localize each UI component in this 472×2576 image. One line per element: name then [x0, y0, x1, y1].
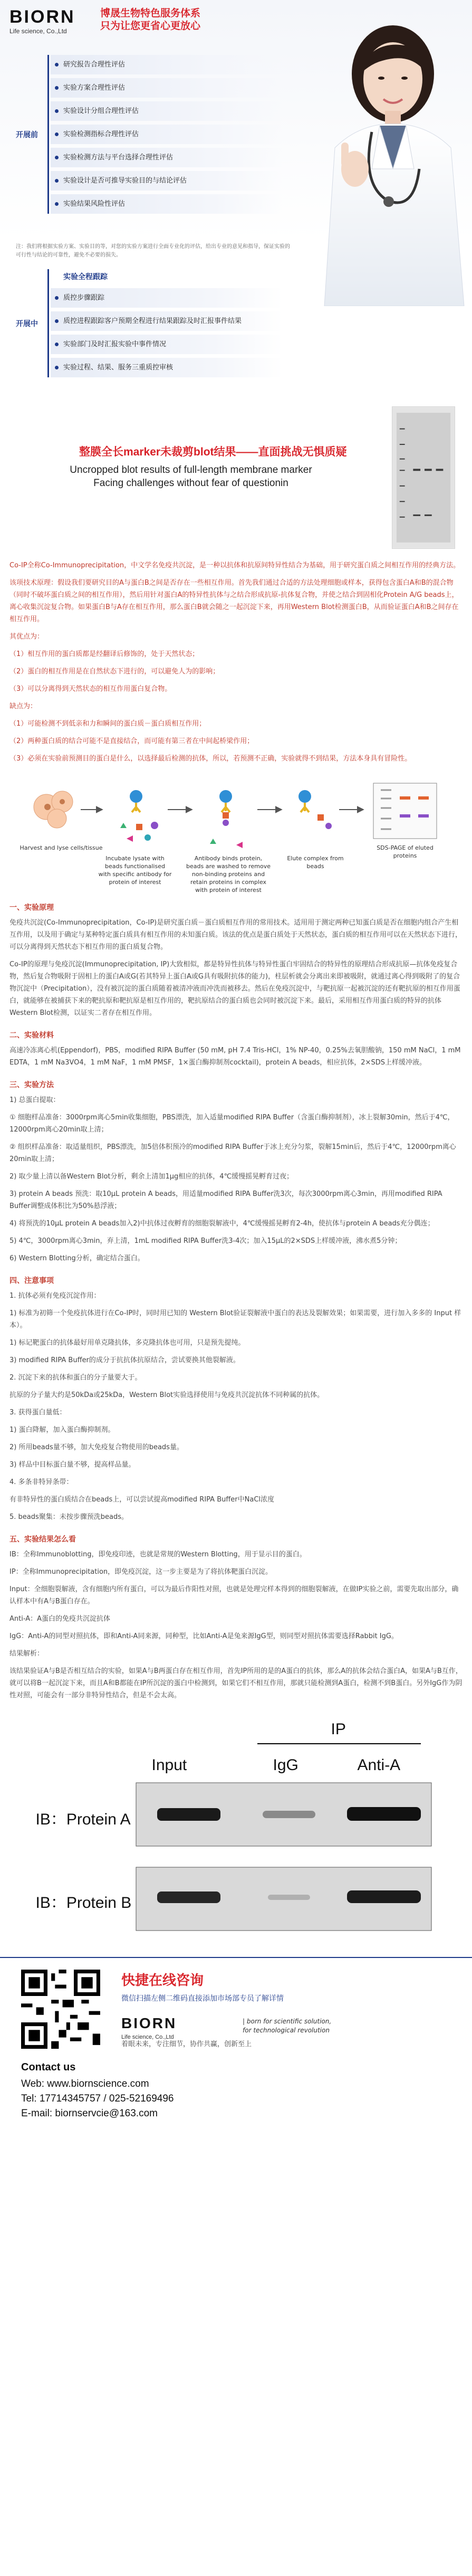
blot-membrane-image: [392, 406, 455, 549]
col-anti-a: Anti-A: [357, 1756, 401, 1774]
doctor-illustration: [293, 11, 472, 306]
result-input: Input：全细胞裂解液，含有细胞内所有蛋白，可以为最后作阳性对照，也就是处理完样本得到的细胞裂解液，在做IP实验之前，需要先取出部分，确认样本中有A与B蛋白存在。: [9, 1585, 459, 1605]
footer-logo-text: BIORN: [121, 2015, 177, 2031]
method-step-5: 5) 4℃，3000rpm离心3min，弃上清，1mL modified RIPA Buffer洗3-4次；加入15μL的2×SDS上样缓冲液，沸水煮5分钟；: [9, 1237, 402, 1245]
banner-english-line-1: Uncropped blot results of full-length membrane marker: [70, 464, 312, 476]
result-analysis-title: 结果解析：: [9, 1650, 44, 1658]
western-blot-result-figure: [36, 1714, 437, 1946]
during-label: 开展中: [16, 319, 38, 328]
step-1-caption: Harvest and lyse cells/tissue: [20, 844, 103, 851]
footer-logo-sub: Life science, Co.,Ltd: [121, 2034, 174, 2040]
banner-english: [33, 463, 349, 490]
disadvantages-title: 缺点为：: [9, 702, 37, 710]
result-ib: IB：全称Immunoblotting，即免疫印迹，也就是常规的Western Blotting，用于显示目的蛋白。: [9, 1551, 306, 1558]
result-anti-a: Anti-A：A蛋白的免疫共沉淀抗体: [9, 1615, 111, 1623]
advantage-1: （1）相互作用的蛋白质都是经翻译后修饰的，处于天然状态；: [9, 650, 199, 658]
before-label: 开展前: [16, 130, 38, 139]
note-4: 4. 多条非特异条带：: [9, 1478, 73, 1486]
banner-english-line-2: Facing challenges without fear of questionin: [93, 478, 288, 489]
coip-workflow-diagram: [9, 775, 463, 893]
logo-text: BIORN: [9, 7, 75, 27]
method-step-1a: ① 细胞样品准备：3000rpm离心5min收集细胞，PBS漂洗，加入适量modified RIPA Buffer（含蛋白酶抑制剂），冰上裂解30min，然后于4℃，12000rpm离心20min取上清；: [9, 1114, 455, 1134]
hero-titles: [100, 7, 248, 33]
gel-graphic: [373, 783, 437, 839]
note-1c: 3) modified RIPA Buffer的成分于抗抗体抗原结合，尝试要换其他裂解液。: [9, 1356, 240, 1364]
advantage-3: （3）可以分离得到天然状态的相互作用蛋白复合物。: [9, 685, 172, 693]
section-1-paragraph-1: 免疫共沉淀(Co-Immunoprecipitation，Co-IP)是研究蛋白质－蛋白质相互作用的常用技术。适用用于测定两种已知蛋白质是否在细胞内组合产生相互作用，以及用于确定与某种特定蛋白质具有相互作用的未知蛋白质。该法的优点是蛋白质处于天然状态，蛋白质的相互作用可以在天然状态下进行，可以分离得到天然状态下相互作用的蛋白质复合物。: [9, 919, 463, 951]
before-list: [0, 55, 295, 214]
section-2-paragraph: 高速冷冻离心机(Eppendorf)，PBS，modified RIPA Buffer (50 mM, pH 7.4 Tris-HCl，1% NP-40，0.25%去氧胆酸钠，150 mM NaCl，1 mM EDTA，1 mM Na3VO4，1 mM NaF，1 mM PMSF，1×蛋白酶抑制剂cocktail)，protein A beads，相应抗体，2×SDS上样缓冲液。: [9, 1047, 461, 1067]
step-3-caption: Antibody binds protein, beads are washed to remove non-binding proteins and retain proteins in complex with protein of interest: [186, 855, 271, 893]
col-igg: IgG: [273, 1756, 298, 1774]
before-note: 注：我们将根据实验方案、实验目的等，对您的实验方案进行全面专业化的评估，给出专业的意见和指导，保证实验的可行性与结论的可靠性，避免不必要的损失。: [16, 244, 290, 258]
note-2a: 抗原的分子量大约是50kDa或25kDa，Western Blot实验选择使用与免疫共沉淀抗体不同种属的抗体。: [9, 1391, 324, 1399]
note-4a: 有非特异性的蛋白质结合在beads上，可以尝试提高modified RIPA Buffer中NaCl浓度: [9, 1496, 275, 1504]
method-step-1: 1) 总蛋白提取：: [9, 1096, 60, 1104]
disadvantage-1: （1）可能检测不到低亲和力和瞬间的蛋白质－蛋白质相互作用；: [9, 720, 206, 728]
before-item: 实验结果风险性评估: [51, 194, 283, 214]
method-step-3: 3) protein A beads 预洗：取10μL protein A beads，用适量modified RIPA Buffer洗3次，每次3000rpm离心3min，再用modified RIPA Buffer调整成体积比为50%悬浮液；: [9, 1190, 442, 1210]
step-2-caption: Incubate lysate with beads functionalised with specific antibody for protein of interest: [98, 855, 172, 886]
row-protein-b: IB：Protein B: [35, 1894, 132, 1912]
slogan-en-1: | born for scientific solution,: [243, 2018, 332, 2025]
note-1a: 1) 标准为初筛一个免疫抗体进行在Co-IP时，同时用已知的 Western Blot验证裂解液中蛋白的表达及裂解效果；如果需要，进行加入多多的 Input 样本）。: [9, 1309, 461, 1329]
intro-paragraph-2: 该项技术原理：假设我们要研究目的A与蛋白B之间是否存在一些相互作用。首先我们通过合适的方法处理细胞或样本，获得包含蛋白A和B的混合物（同时不破坏蛋白质之间的相互作用），然后用针对蛋白A的特异性抗体与之结合形成抗原-抗体复合物，并使之结合到固相化Protein A/G beads上，离心收集沉淀复合物。如果蛋白B与A存在相互作用，那么蛋白B就会随之一起沉淀下来，再用Western Blot检测蛋白B，从而验证蛋白A和B之间存在相互作用。: [9, 579, 459, 623]
before-item: 实验检测方法与平台选择合理性评估: [51, 148, 283, 167]
intro-section: [0, 559, 472, 1946]
section-3-title: 三、实验方法: [9, 1081, 54, 1089]
before-item: 实验设计是否可推导实验目的与结论评估: [51, 171, 283, 191]
footer-slogan-cn: 着眼未来，专注细节，协作共赢，创新至上: [121, 2040, 252, 2048]
binding-graphic: [210, 790, 243, 848]
before-item: 研究报告合理性评估: [51, 55, 283, 74]
during-item: 质控步骤跟踪: [51, 288, 283, 308]
wechat-qr-code[interactable]: [21, 1970, 100, 2049]
hero-title-1: 博晟生物特色服务体系: [100, 8, 201, 19]
note-3b: 2) 所用beads量不够，加大免疫复合物使用的beads量。: [9, 1443, 184, 1451]
contact-title: Contact us: [21, 2061, 76, 2073]
step-4-caption: Elute complex from beads: [287, 855, 344, 870]
note-1: 1. 抗体必须有免疫沉淀作用：: [9, 1292, 101, 1300]
footer-logo: [121, 2014, 227, 2040]
during-item: 实验部门及时汇报实验中事件情况: [51, 335, 283, 354]
blot-banner: [0, 401, 472, 559]
result-ip: IP：全称Immunoprecipitation，即免疫沉淀，这一步主要是为了将抗体靶蛋白沉淀。: [9, 1568, 273, 1576]
col-input: Input: [151, 1756, 187, 1774]
method-step-6: 6) Western Blotting分析，确定结合蛋白。: [9, 1254, 145, 1262]
section-2-title: 二、实验材料: [9, 1031, 54, 1040]
slogan-en-2: for technological revolution: [243, 2027, 330, 2034]
method-step-1b: ② 组织样品准备：取适量组织，PBS漂洗，加5倍体积预冷的modified RIPA Buffer于冰上充分匀浆，裂解15min后，然后于4℃，12000rpm离心20min取上清；: [9, 1143, 456, 1163]
footer-title: 快捷在线咨询: [121, 1972, 204, 1988]
note-1b: 1) 标记靶蛋白的抗体最好用单克隆抗体，多克隆抗体也可用，只是预先提纯。: [9, 1339, 245, 1347]
row-protein-a: IB：Protein A: [35, 1811, 131, 1828]
note-3a: 1) 蛋白降解，加入蛋白酶抑制剂。: [9, 1426, 115, 1434]
hero-section: [0, 0, 472, 401]
before-item: 实验检测指标合理性评估: [51, 125, 283, 144]
before-bar: [47, 55, 49, 214]
method-step-4: 4) 将预洗的10μL protein A beads加入2)中抗体过夜孵育的细胞裂解液中，4℃缓慢摇晃孵育2-4h，使抗体与protein A beads充分偶连；: [9, 1220, 435, 1228]
footer: [0, 1957, 472, 2119]
contact-web[interactable]: Web: www.biornscience.com: [21, 2078, 149, 2089]
section-1-paragraph-2: Co-IP的原理与免疫沉淀(Immunoprecipitation, IP)大致相似，都是特异性抗体与特异性蛋白牢固结合的特异性的原理结合形成抗原—抗体免疫复合物，然后复合物吸附于固相上的蛋白A或G(若其特异上蛋白A或G具有吸附抗体的能力)，柱层析就会分离出来即被吸附，就通过离心得到吸附了的复合物沉淀中（Precipitation），没有被沉淀的蛋白质随着被清冲液而冲洗而被移去。然后在免疫沉淀中，与靶抗原一起被沉淀的还有靶抗原的相互作用蛋白，就能够在被捕获下来的靶抗原和靶抗原是相互作用的，靶抗原结合的蛋白质也会同时被沉淀下来。最后，采用相互作用蛋白质的特异的抗体Western Blot检测，以证实二者存在相互作用。: [9, 961, 460, 1017]
result-igg: IgG：Anti-A的同型对照抗体，即和Anti-A同来源，同种型，比如Anti-A是兔来源IgG型，则同型对照抗体需要选择Rabbit IgG。: [9, 1632, 398, 1640]
disadvantage-3: （3）必须在实验前预测目的蛋白是什么，以选择最后检测的抗体，所以，若预测不正确，实验就得不到结果，方法本身具有冒险性。: [9, 755, 412, 763]
section-1-title: 一、实验原理: [9, 904, 54, 912]
during-list: [0, 269, 295, 377]
section-4-title: 四、注意事项: [9, 1277, 54, 1285]
brand-logo: [9, 7, 97, 35]
banner-title: 整膜全长marker未裁剪blot结果——直面挑战无惧质疑: [79, 446, 347, 458]
note-3c: 3) 样品中目标蛋白量不够，提高样品量。: [9, 1461, 136, 1469]
during-title: 实验全程跟踪: [63, 273, 108, 281]
elute-graphic: [298, 790, 332, 829]
cells-graphic: [34, 791, 73, 828]
intro-paragraph-1: Co-IP全称Co-Immunoprecipitation，中文学名免疫共沉淀，是一种以抗体和抗原间特异性结合为基础，用于研究蛋白质之间相互作用的经典方法。: [9, 562, 460, 569]
bead-graphic: [120, 790, 158, 842]
advantage-2: （2）蛋白的相互作用是在自然状态下进行的，可以避免人为的影响；: [9, 668, 220, 676]
during-item: 实验过程、结果、服务三重质控审核: [51, 358, 283, 377]
result-analysis: 该结果验证A与B是否相互结合的实验，如果A与B两蛋白存在相互作用，首先IP所用的是的A蛋白的抗体，那么A的抗体会结合蛋白A，如果A与B互作，就可以将B一起沉淀下来，而且A和B都能在IP所沉淀的蛋白中检测到，如果它们不相互作用，那就只能检测到A蛋白，检测不到B蛋白。另外IgG作为阴性对照，可能会有一部分非特异性结合，但是不会太高。: [9, 1667, 463, 1699]
advantages-title: 其优点为：: [9, 633, 44, 641]
ip-header: IP: [331, 1720, 346, 1738]
note-4b: 5. beads聚集：未按步骤预洗beads。: [9, 1513, 129, 1521]
during-bar: [47, 269, 49, 377]
note-2: 2. 沉淀下来的抗体和蛋白的分子量要大于。: [9, 1374, 142, 1382]
footer-slogan-en: [243, 2017, 380, 2035]
step-5-caption: SDS-PAGE of eluted proteins: [377, 844, 434, 859]
method-step-2: 2) 取少量上清以备Western Blot分析，剩余上清加1μg相应的抗体，4℃缓慢摇晃孵育过夜；: [9, 1173, 294, 1181]
before-item: 实验方案合理性评估: [51, 78, 283, 98]
note-3: 3. 获得蛋白量低：: [9, 1409, 66, 1417]
during-block: [0, 269, 295, 381]
before-block: [0, 55, 295, 217]
contact-email[interactable]: E-mail: biornservcie@163.com: [21, 2108, 158, 2119]
before-item: 实验设计分组合理性评估: [51, 101, 283, 121]
disadvantage-2: （2）两种蛋白质的结合可能不是直接结合，而可能有第三者在中间起桥梁作用；: [9, 737, 254, 745]
hero-title-2: 只为让您更省心更放心: [100, 21, 201, 32]
section-5-title: 五、实验结果怎么看: [9, 1535, 76, 1544]
contact-tel[interactable]: Tel: 17714345757 / 025-52169496: [21, 2093, 174, 2104]
during-item: 质控进程跟踪客户预期全程进行结果跟踪及时汇报事件结果: [51, 311, 283, 331]
contact-block: [21, 2061, 174, 2121]
logo-subtitle: Life science, Co.,Ltd: [9, 27, 67, 35]
footer-subtitle: 微信扫描左侧二维码直接添加市场部专员了解详情: [121, 1994, 284, 2003]
